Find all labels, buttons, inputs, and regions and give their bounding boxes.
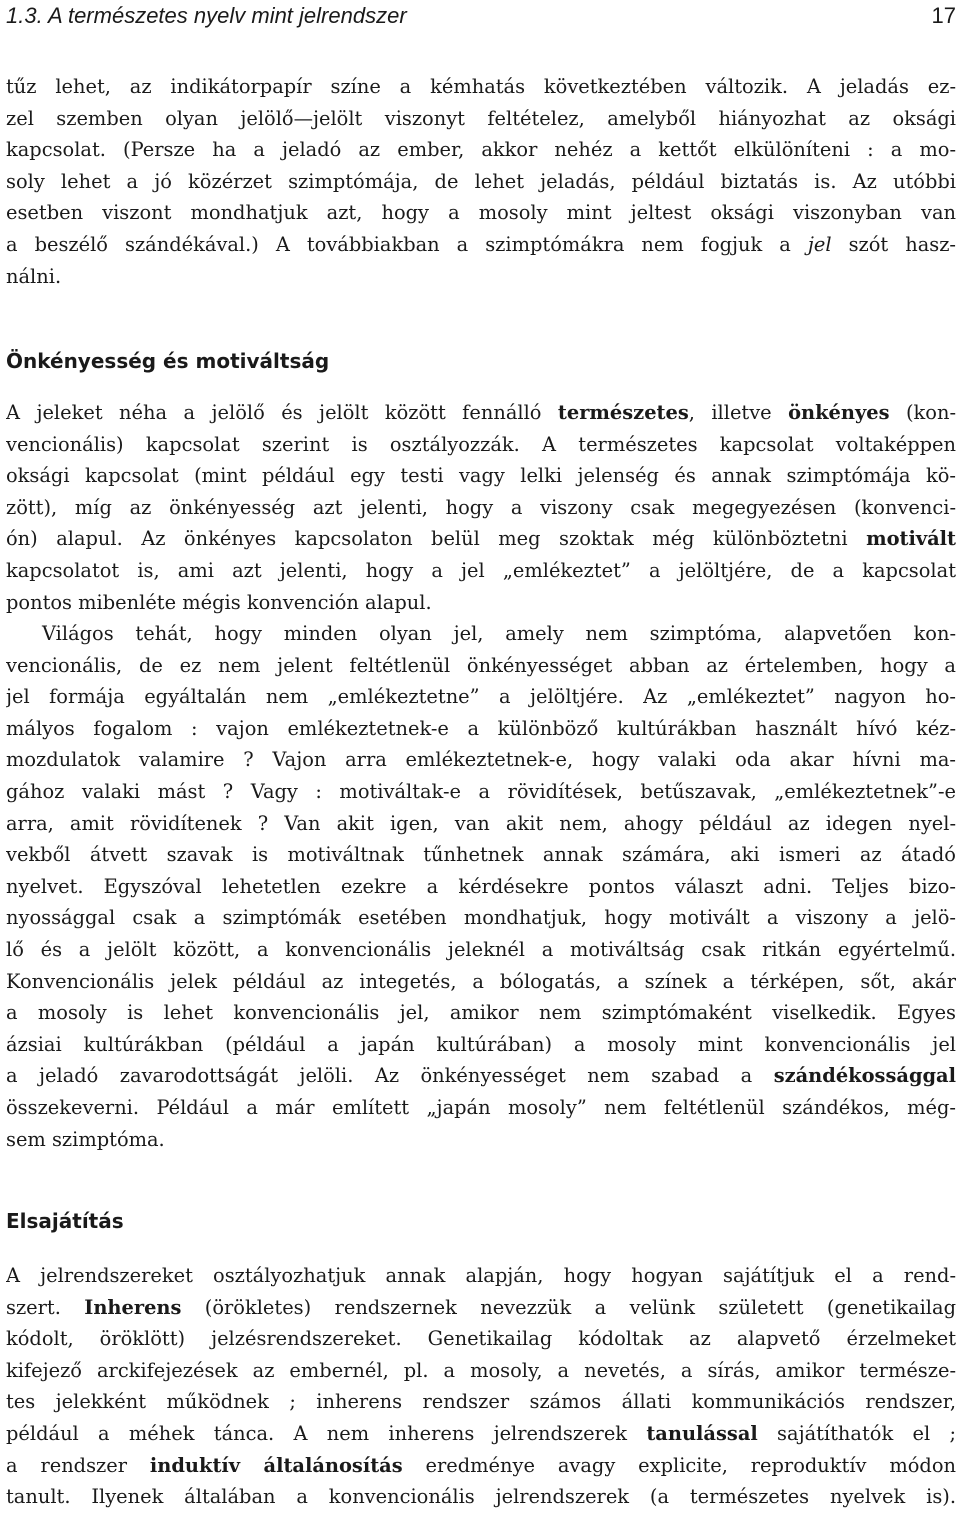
- text-line: tűz lehet, az indikátorpapír színe a kémhatás következtében változik. A jeladás ez-: [6, 75, 956, 98]
- text-line: zel szemben olyan jelölő—jelölt viszonyt feltételez, amelyből hiányozhat az oksági: [6, 106, 956, 130]
- section1-paragraph-2: [6, 618, 956, 1155]
- intro-paragraph: [6, 71, 956, 292]
- text-line: mályos fogalom : vajon emlékeztetnek-e a különböző kultúrákban használt hívó kéz-: [6, 716, 956, 740]
- text-line: zött), míg az önkényesség azt jelenti, hogy a viszony csak megegyezésen (konvenci-: [6, 495, 956, 519]
- text-line: Világos tehát, hogy minden olyan jel, amely nem szimptóma, alapvetően kon-: [42, 622, 956, 645]
- bold-term: önkényes: [788, 401, 890, 424]
- page-number: 17: [931, 3, 956, 28]
- text-line: A jeleket néha a jelölő és jelölt között fennálló természetes, illetve önkényes (kon-: [6, 401, 956, 424]
- section1-paragraph-1: [6, 397, 956, 618]
- text-line: nyossággal csak a szimptómák esetében mondhatjuk, hogy motivált a viszony a jelö-: [6, 906, 956, 930]
- text-line: szert. Inherens (örökletes) rendszernek nevezzük a velünk született (genetikailag: [6, 1295, 956, 1319]
- text-line: gához valaki mást ? Vagy : motiváltak-e a rövidítések, betűszavak, „emlékeztetnek”-e: [6, 779, 956, 803]
- text-line: kapcsolat. (Persze ha a jeladó az ember, akkor nehéz a kettőt elkülöníteni : a mo-: [6, 138, 956, 162]
- text-line: soly lehet a jó közérzet szimptómája, de lehet jeladás, például biztatás is. Az utóbbi: [6, 169, 956, 193]
- text-line: nyelvet. Egyszóval lehetetlen ezekre a kérdésekre pontos választ adni. Teljes bizo-: [6, 874, 956, 898]
- text-line: vencionális) kapcsolat szerint is osztályozzák. A természetes kapcsolat voltaképpen: [6, 432, 956, 456]
- text-line: a mosoly is lehet konvencionális jel, amikor nem szimptómaként viselkedik. Egyes: [6, 1001, 956, 1025]
- text-line: kódolt, öröklött) jelzésrendszereket. Genetikailag kódoltak az alapvető érzelmeket: [6, 1327, 956, 1351]
- text-line: lő és a jelölt között, a konvencionális jeleknél a motiváltság csak ritkán egyértelmű.: [6, 937, 956, 961]
- text-line: tes jelekként működnek ; inherens rendszer számos állati kommunikációs rendszer,: [6, 1390, 956, 1414]
- section-heading-onkenyesseg: Önkényesség és motiváltság: [6, 349, 330, 373]
- text-line: vencionális, de ez nem jelent feltétlenül önkényességet abban az értelemben, hogy a: [6, 653, 956, 677]
- text-line: a jeladó zavarodottságát jelöli. Az önkényességet nem szabad a szándékossággal: [6, 1064, 956, 1088]
- text-line: arra, amit rövidítenek ? Van akit igen, van akit nem, ahogy például az idegen nyel-: [6, 811, 956, 835]
- text-line: sem szimptóma.: [6, 1127, 165, 1151]
- bold-term: tanulással: [646, 1421, 758, 1445]
- text-line: A jelrendszereket osztályozhatjuk annak alapján, hogy hogyan sajátítjuk el a rend-: [6, 1264, 956, 1287]
- text-line: tanult. Ilyenek általában a konvencionális jelrendszerek (a természetes nyelvek is).: [6, 1485, 956, 1509]
- bold-term: induktív általánosítás: [149, 1453, 403, 1477]
- bold-term: motivált: [866, 527, 956, 551]
- bold-term: Inherens: [84, 1295, 182, 1319]
- section-title: 1.3. A természetes nyelv mint jelrendszer: [6, 3, 407, 28]
- text-line: pontos mibenléte mégis konvención alapul.: [6, 590, 432, 614]
- italic-term: jel: [807, 232, 832, 256]
- text-line: kifejező arckifejezések az embernél, pl. a mosoly, a nevetés, a sírás, amikor természe-: [6, 1358, 956, 1382]
- text-line: esetben viszont mondhatjuk azt, hogy a mosoly mint jeltest oksági viszonyban van: [6, 201, 956, 225]
- text-line: ón) alapul. Az önkényes kapcsolaton belül meg szoktak még különböztetni motivált: [6, 527, 956, 551]
- text-line: a rendszer induktív általánosítás eredménye avagy explicite, reproduktív módon: [6, 1453, 956, 1477]
- section-heading-elsajatitas: Elsajátítás: [6, 1209, 124, 1233]
- text-line: kapcsolatot is, ami azt jelenti, hogy a jel „emlékeztet” a jelöltjére, de a kapcsolat: [6, 558, 956, 582]
- section2-paragraph-1: [6, 1260, 956, 1513]
- text-line: a beszélő szándékával.) A továbbiakban a szimptómákra nem fogjuk a jel szót hasz-: [6, 232, 956, 256]
- text-line: vekből átvett szavak is motiváltnak tűnhetnek annak számára, aki ismeri az átadó: [6, 843, 956, 867]
- bold-term: szándékossággal: [773, 1064, 956, 1088]
- text-line: Konvencionális jelek például az integetés, a bólogatás, a színek a térképen, sőt, akár: [6, 969, 956, 993]
- bold-term: természetes: [557, 401, 689, 424]
- text-line: oksági kapcsolat (mint például egy testi vagy lelki jelenség és annak szimptómája kö-: [6, 464, 956, 488]
- text-line: jel formája egyáltalán nem „emlékeztetne” a jelöltjére. Az „emlékeztet” nagyon ho-: [6, 685, 956, 709]
- text-line: mozdulatok valamire ? Vajon arra emlékeztetnek-e, hogy valaki oda akar hívni ma-: [6, 748, 956, 772]
- text-line: összekeverni. Például a már említett „japán mosoly” nem feltétlenül szándékos, még-: [6, 1095, 956, 1119]
- text-line: például a méhek tánca. A nem inherens jelrendszerek tanulással sajátíthatók el ;: [6, 1421, 956, 1445]
- text-line: nálni.: [6, 264, 62, 288]
- text-line: ázsiai kultúrákban (például a japán kultúrában) a mosoly mint konvencionális jel: [6, 1032, 956, 1056]
- running-header: [6, 0, 956, 32]
